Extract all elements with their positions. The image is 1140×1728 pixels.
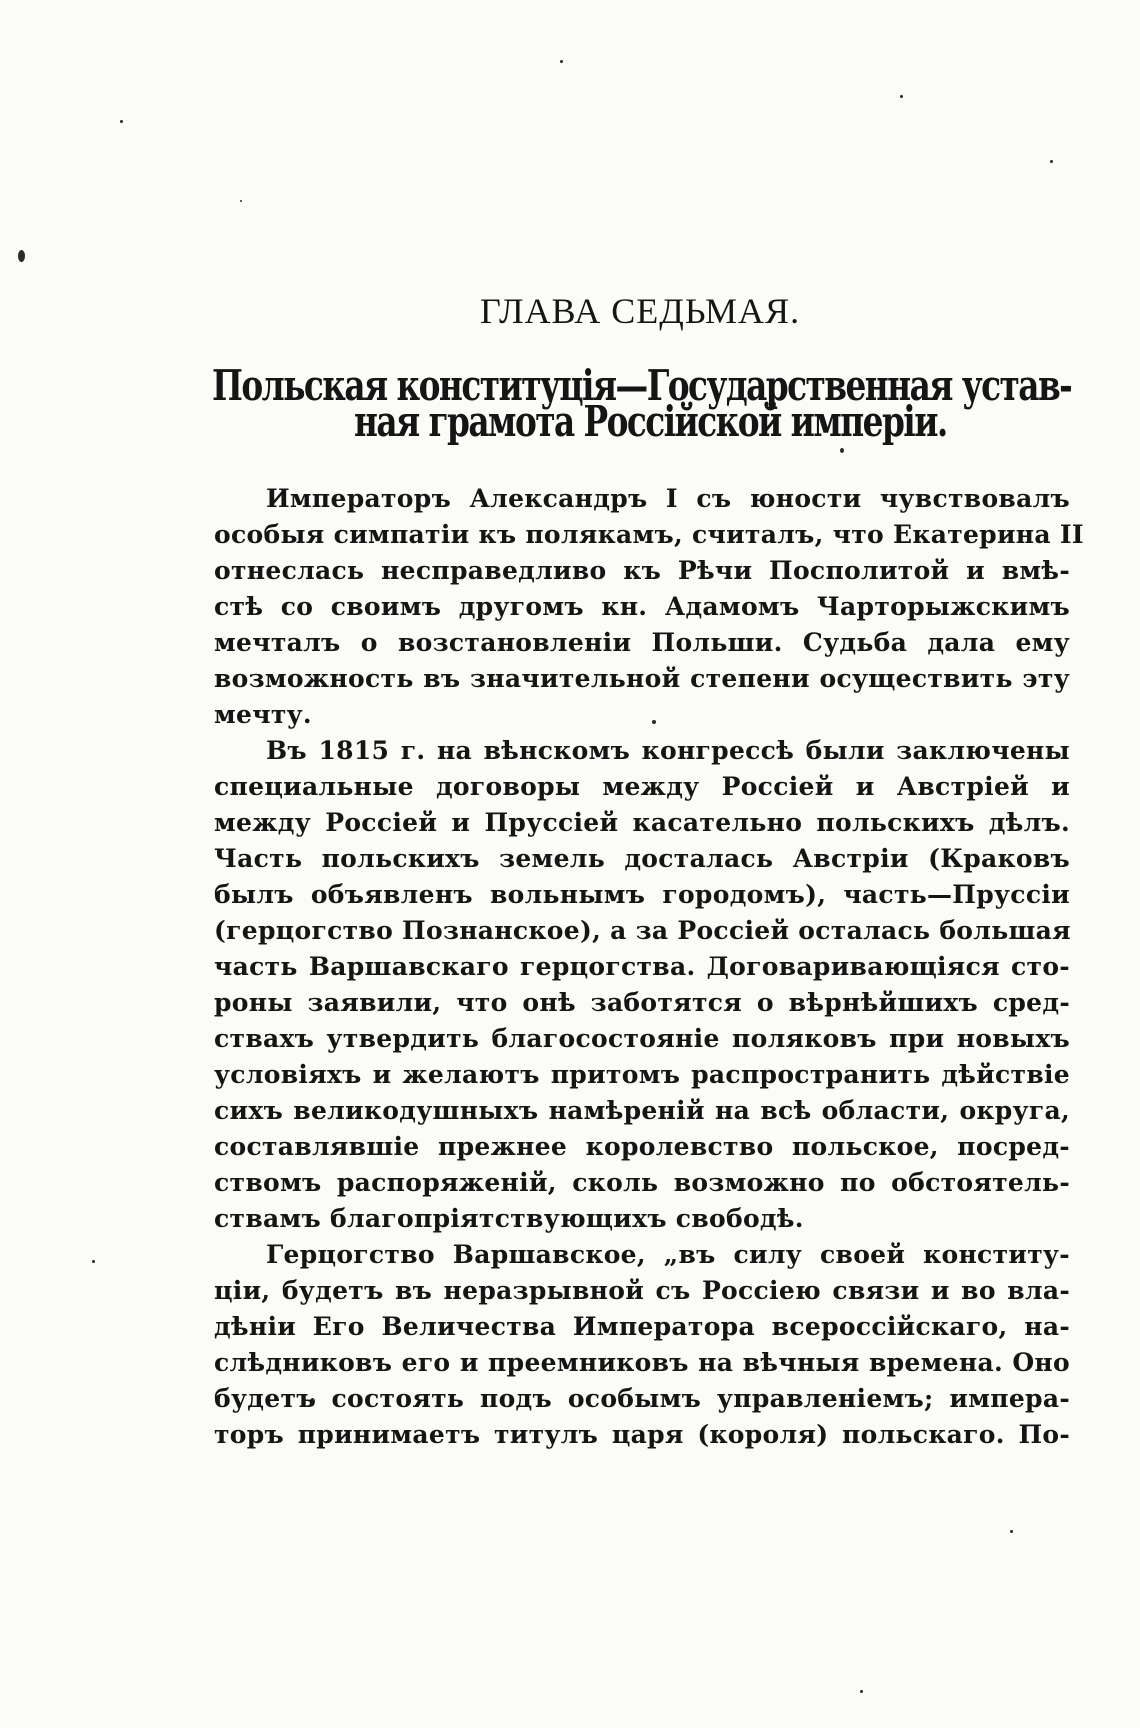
scan-speck [840, 448, 844, 453]
body-text [214, 481, 1084, 1453]
text-line: между Россіей и Пруссіей касательно польскихъ дѣлъ. [214, 808, 1070, 837]
text-line: ствахъ утвердить благосостояніе поляковъ при новыхъ [214, 1024, 1070, 1053]
scan-speck [92, 1260, 95, 1263]
text-line: ствомъ распоряженій, сколь возможно по обстоятель- [214, 1168, 1070, 1197]
text-line: ствамъ благопріятствующихъ свободѣ. [214, 1204, 804, 1233]
text-line: былъ объявленъ вольнымъ городомъ), часть—Пруссіи [214, 880, 1070, 909]
scan-speck [1010, 1530, 1013, 1533]
text-line: дѣніи Его Величества Императора всероссійскаго, на- [214, 1312, 1070, 1341]
chapter-title-line: ная грамота Россійской имперіи. [353, 397, 947, 446]
scan-speck [560, 60, 563, 63]
scan-speck [120, 120, 123, 123]
text-line: слѣдниковъ его и преемниковъ на вѣчныя времена. Оно [214, 1348, 1070, 1377]
text-line: возможность въ значительной степени осуществить эту [214, 664, 1070, 693]
chapter-title [212, 355, 1072, 446]
scan-speck [240, 200, 242, 202]
text-line: мечту. [214, 700, 312, 729]
text-line: Императоръ Александръ I съ юности чувствовалъ [266, 484, 1070, 513]
text-line: будетъ состоять подъ особымъ управленіемъ; импера- [214, 1384, 1070, 1413]
text-line: Часть польскихъ земель досталась Австріи (Краковъ [214, 844, 1070, 873]
scan-speck [900, 95, 903, 98]
text-line: отнеслась несправедливо къ Рѣчи Посполитой и вмѣ- [214, 556, 1070, 585]
text-line: часть Варшавскаго герцогства. Договаривающіяся сто- [214, 952, 1070, 981]
chapter-heading: ГЛАВА СЕДЬМАЯ. [480, 291, 801, 331]
text-line: стѣ со своимъ другомъ кн. Адамомъ Чарторыжскимъ [214, 592, 1070, 621]
text-line: ціи, будетъ въ неразрывной съ Россіею связи и во вла- [214, 1276, 1070, 1305]
text-line: сихъ великодушныхъ намѣреній на всѣ области, округа, [214, 1096, 1070, 1125]
text-line: Герцогство Варшавское, „въ силу своей конститу- [266, 1240, 1070, 1269]
text-line: мечталъ о возстановленіи Польши. Судьба дала ему [214, 628, 1070, 657]
text-line: роны заявили, что онѣ заботятся о вѣрнѣйшихъ сред- [214, 988, 1070, 1017]
text-line: условіяхъ и желаютъ притомъ распространить дѣйствіе [214, 1060, 1070, 1089]
text-line: составлявшіе прежнее королевство польское, посред- [214, 1132, 1070, 1161]
chapter-title-line: Польская конституція—Государственная устав- [212, 361, 1072, 410]
scan-speck [860, 1690, 863, 1693]
scan-speck [1050, 160, 1053, 163]
scan-speck [18, 250, 25, 262]
text-line: торъ принимаетъ титулъ царя (короля) польскаго. По- [214, 1420, 1070, 1449]
text-line: специальные договоры между Россіей и Австріей и [214, 772, 1070, 801]
text-line: Въ 1815 г. на вѣнскомъ конгрессѣ были заключены [266, 736, 1070, 765]
text-line: (герцогство Познанское), а за Россіей осталась большая [214, 916, 1071, 945]
text-line: особыя симпатіи къ полякамъ, считалъ, что Екатерина II [214, 520, 1084, 549]
